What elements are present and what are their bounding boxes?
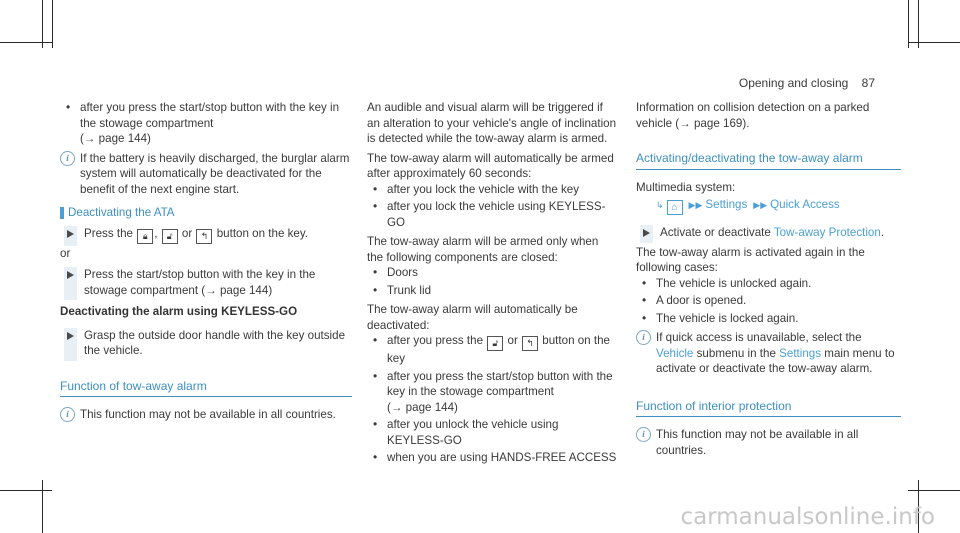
chevron-right-icon: ▶▶ [753,200,768,210]
list-item: • after you press the 🔓︎ or ↰ button on the key [367,333,617,367]
step-arrow-icon [67,332,74,340]
trunk-icon: ↰ [522,336,538,351]
lock-icon: 🔒︎ [137,229,153,244]
paragraph: The tow-away alarm will automatically be armed after approximately 60 seconds: [367,151,614,180]
crop-mark [0,490,52,491]
menu-settings[interactable]: Settings [705,198,748,211]
column-left [60,100,352,423]
step-arrow-icon [67,271,74,279]
or-text: or [60,246,71,260]
page-reference[interactable]: (→ page 144) [80,132,151,145]
list-item: • Trunk lid [367,283,617,299]
paragraph: The tow-away alarm will automatically be deactivated: [367,303,578,332]
info-icon: i [60,151,75,166]
menu-quick-access[interactable]: Quick Access [770,198,840,211]
list-item: • after you press the start/stop button with the key in the stowage compartment (→ page 144) [60,100,352,147]
crop-mark [42,0,43,48]
unlock-icon: 🔓︎ [487,336,503,351]
list-item: • The vehicle is locked again. [636,311,901,327]
paragraph: The tow-away alarm is activated again in the following cases: [636,245,865,274]
list-item: • after you lock the vehicle with the key [367,182,617,198]
page-reference[interactable]: (→ page 144) [201,283,273,297]
info-note: i If quick access is unavailable, select the Vehicle submenu in the Settings main menu to activate or deactivate the tow-away alarm. [636,330,901,377]
crop-mark [52,0,53,48]
paragraph: An audible and visual alarm will be triggered if an alteration to your vehicle's angle of inclination is detected while the tow-away alarm is armed. [367,101,617,145]
menu-vehicle[interactable]: Vehicle [656,346,694,360]
info-icon: i [636,330,651,345]
info-note: i If the battery is heavily discharged, the burglar alarm system will automatically be deactivated for the benefit of the next engine start. [60,151,352,198]
instruction-step: Press the 🔒︎ , 🔓︎ or ↰ button on the key. [60,226,352,244]
menu-settings-link[interactable]: Settings [779,346,822,360]
paragraph: Information on collision detection on a parked vehicle (→ page 169). [636,101,870,130]
info-icon: i [636,427,651,442]
page-number: 87 [861,76,875,90]
section-heading-tow-away: Function of tow-away alarm [60,379,352,398]
step-arrow-icon [643,229,650,237]
instruction-step: Activate or deactivate Tow-away Protection. [636,225,901,241]
accent-bar [60,207,64,219]
section-heading-activating: Activating/deactivating the tow-away alarm [636,151,901,170]
subheading-keyless: Deactivating the alarm using KEYLESS-GO [60,305,298,318]
return-arrow-icon: ↳ [656,200,664,210]
trunk-icon: ↰ [196,229,212,244]
subheading-deactivating-ata: Deactivating the ATA [60,205,352,221]
section-heading-interior: Function of interior protection [636,399,901,418]
column-middle [367,100,617,468]
list-item: • The vehicle is unlocked again. [636,276,901,292]
list-item: • after you press the start/stop button with the key in the stowage compartment (→ page 144) [367,369,617,416]
crop-mark [42,480,43,533]
paragraph: The tow-away alarm will be armed only when the following components are closed: [367,235,599,264]
list-item: • after you unlock the vehicle using KEYLESS-GO [367,417,617,448]
header-title: Opening and closing [738,76,849,90]
list-item: • A door is opened. [636,293,901,309]
crop-mark [918,0,919,48]
home-icon[interactable]: ⌂ [667,200,683,215]
chevron-right-icon: ▶▶ [688,200,703,210]
list-item: • when you are using HANDS-FREE ACCESS [367,450,617,466]
multimedia-label: Multimedia system: [636,180,736,194]
instruction-step: Grasp the outside door handle with the key outside the vehicle. [60,328,352,359]
instruction-step: Press the start/stop button with the key in the stowage compartment (→ page 144) [60,267,352,298]
running-header [739,76,875,92]
page-reference[interactable]: (→ page 144) [387,400,458,414]
unlock-icon: 🔓︎ [162,229,178,244]
crop-mark [908,490,960,491]
list-item: • Doors [367,265,617,281]
column-right [636,100,901,458]
info-note: i This function may not be available in all countries. [636,427,901,458]
watermark: carmanualsonline.info [680,503,935,530]
crop-mark [908,42,960,43]
menu-path [636,197,901,215]
crop-mark [908,0,909,48]
crop-mark [0,42,52,43]
list-item: • after you lock the vehicle using KEYLESS-GO [367,199,617,230]
menu-tow-away-protection[interactable]: Tow-away Protection [773,226,881,239]
step-arrow-icon [67,230,74,238]
info-icon: i [60,407,75,422]
info-note: i This function may not be available in all countries. [60,407,352,423]
